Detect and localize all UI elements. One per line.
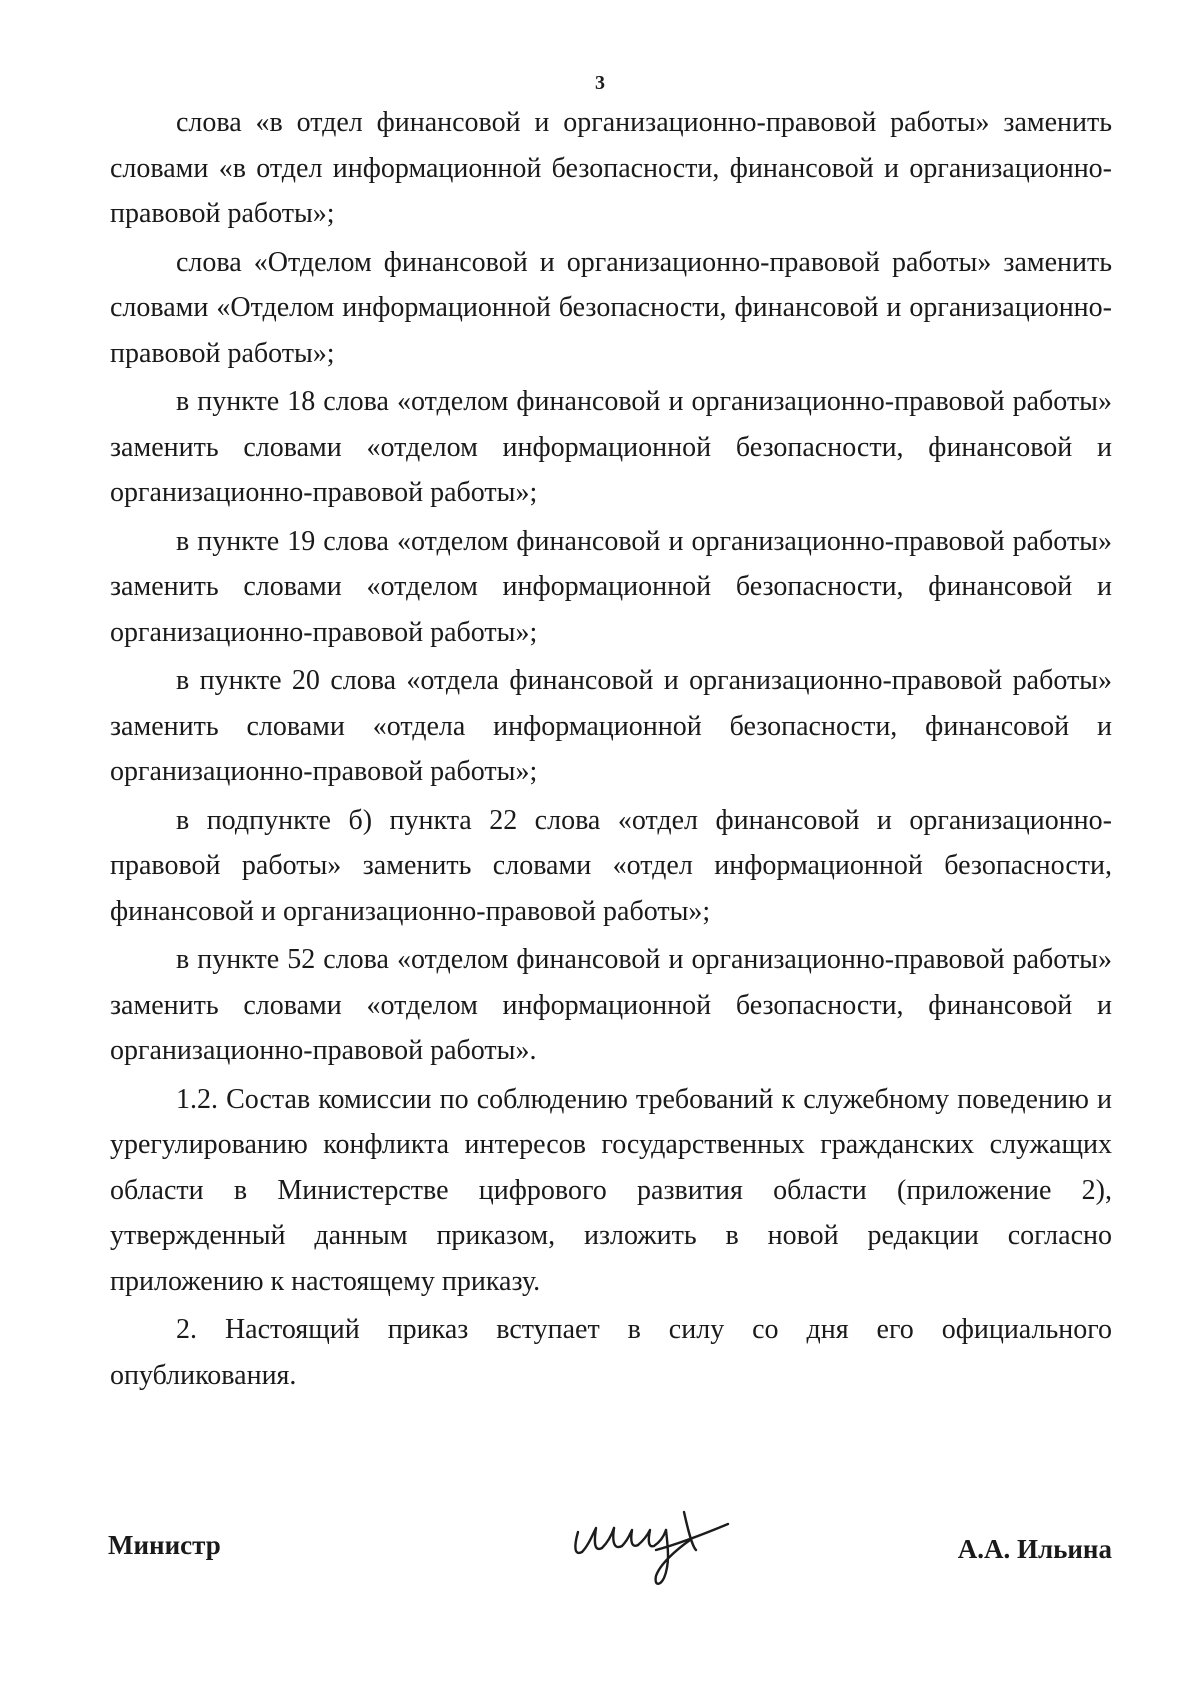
paragraph-8: 1.2. Состав комиссии по соблюдению требований к служебному поведению и урегулированию конфликта интересов государственных гражданских служащих области в Министерстве цифрового развития области (приложение 2), утвержденный данным приказом, изложить в новой редакции согласно приложению к настоящему приказу.: [110, 1083, 1112, 1297]
paragraph-4: в пункте 19 слова «отделом финансовой и организационно-правовой работы» заменить словами «отделом информационной безопасности, финансовой и организационно-правовой работы»;: [110, 525, 1112, 648]
signer-position: Министр: [108, 1530, 221, 1560]
handwritten-signature: [566, 1490, 736, 1595]
signer-name: А.А. Ильина: [957, 1534, 1112, 1564]
paragraph-5: в пункте 20 слова «отдела финансовой и организационно-правовой работы» заменить словами «отдела информационной безопасности, финансовой и организационно-правовой работы»;: [110, 665, 1112, 787]
paragraph-2: слова «Отделом финансовой и организационно-правовой работы» заменить словами «Отделом информационной безопасности, финансовой и организационно-правовой работы»;: [110, 246, 1112, 369]
page-number: 3: [595, 72, 605, 94]
signature-block: [108, 1490, 1112, 1610]
signature-drawing: [566, 1490, 736, 1595]
paragraph-9: 2. Настоящий приказ вступает в силу со дня его официального опубликования.: [110, 1314, 1112, 1391]
paragraph-3: в пункте 18 слова «отделом финансовой и организационно-правовой работы» заменить словами «отделом информационной безопасности, финансовой и организационно-правовой работы»;: [110, 386, 1112, 508]
paragraph-6: в подпункте б) пункта 22 слова «отдел финансовой и организационно-правовой работы» заменить словами «отдел информационной безопасности, финансовой и организационно-правовой работы»;: [110, 804, 1112, 927]
paragraph-7: в пункте 52 слова «отделом финансовой и организационно-правовой работы» заменить словами «отделом информационной безопасности, финансовой и организационно-правовой работы».: [110, 944, 1112, 1066]
document-body: [110, 100, 1112, 1401]
paragraph-1: слова «в отдел финансовой и организационно-правовой работы» заменить словами «в отдел информационной безопасности, финансовой и организационно-правовой работы»;: [110, 107, 1112, 229]
